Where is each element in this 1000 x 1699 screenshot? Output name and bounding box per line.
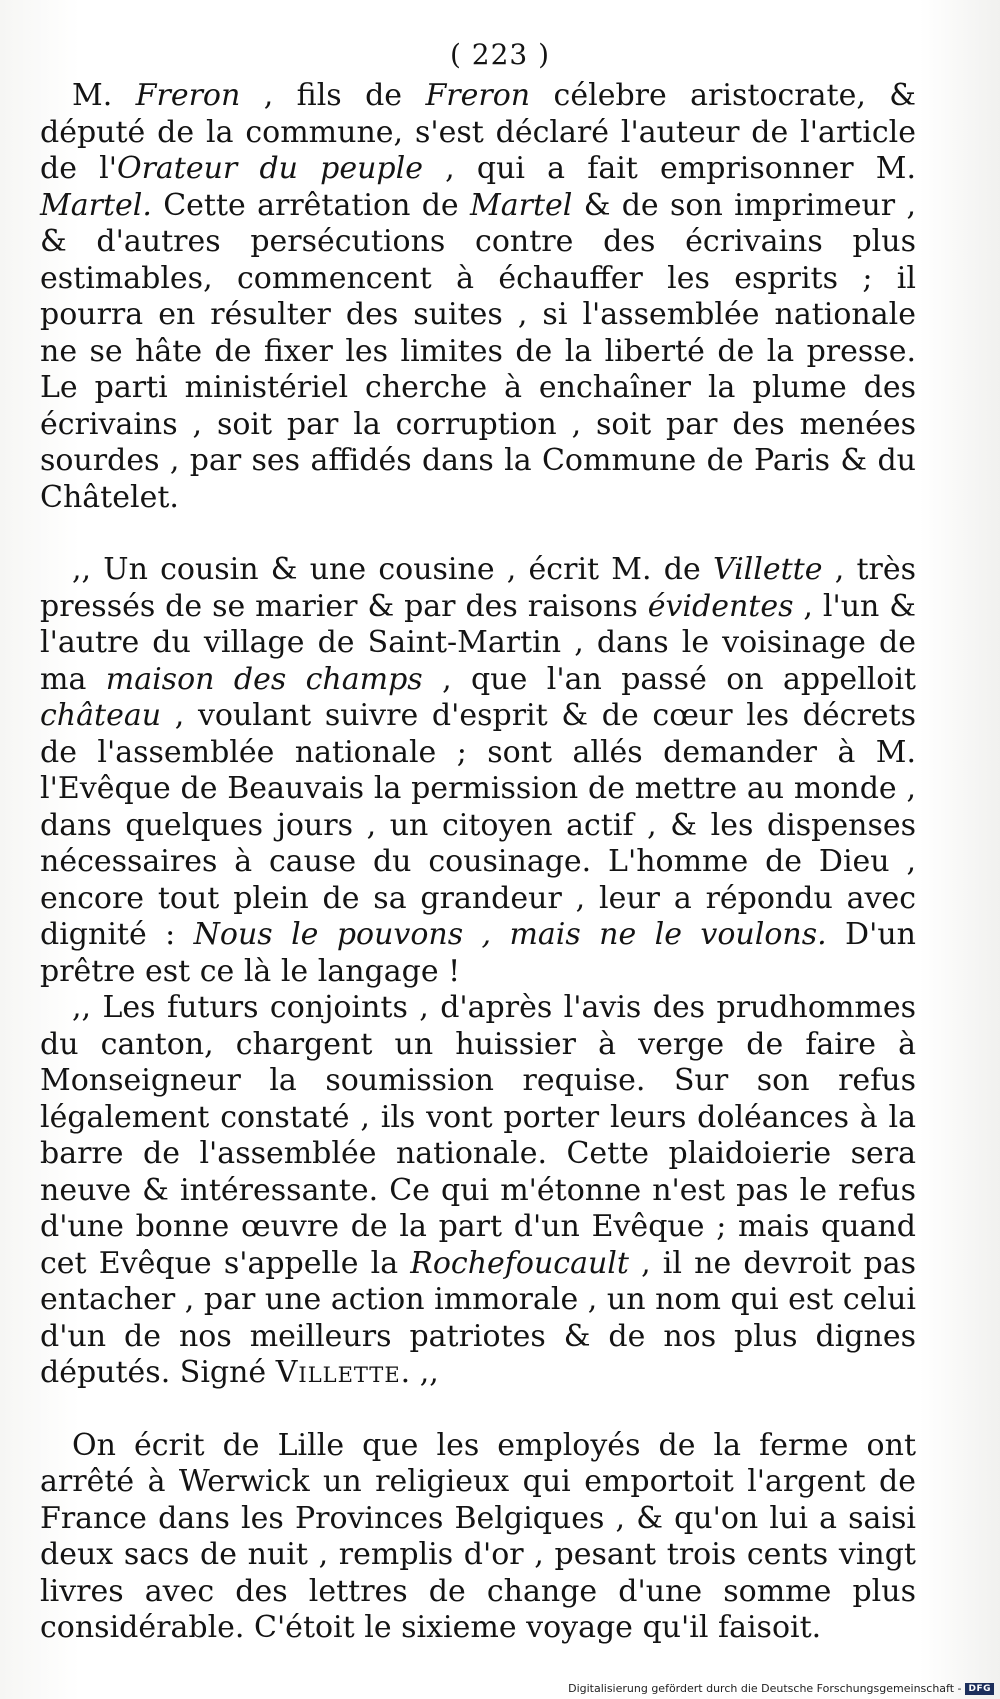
footer-text: Digitalisierung gefördert durch die Deutsche Forschungsgemeinschaft - [568, 1682, 962, 1695]
digitization-footer [568, 1682, 994, 1695]
text-run: , que l'an passé on appelloit [422, 661, 916, 697]
text-run: , très pressés de se marier & par des raisons [40, 552, 916, 624]
text-run: Cette arrêtation de [151, 187, 471, 223]
italic-run: Rochefoucault [410, 1245, 629, 1281]
paragraph-villette-continued [40, 990, 916, 1392]
text-run: , fils de [240, 78, 426, 113]
italic-run: Martel [470, 187, 573, 223]
italic-run: Villette [712, 552, 823, 587]
paragraph-freron [40, 78, 916, 516]
dfg-logo: DFG [965, 1683, 994, 1695]
text-run: On écrit de Lille que les employés de la ferme ont arrêté à Werwick un religieux qui emportoit l'argent de France dans les Provinces Belgiques , & qu'on lui a saisi deux sacs de nuit , remplis d'or , pesant trois cents vingt livres avec des lettres de change d'une somme plus considérable. C'étoit le sixieme voyage qu'il faisoit. [40, 1427, 916, 1645]
italic-run: Nous le pouvons , mais ne le voulons. [193, 917, 827, 952]
article-body [40, 78, 916, 1647]
italic-run: Orateur du peuple [116, 151, 423, 186]
text-run: ,, Un cousin & une cousine , écrit M. de [72, 552, 713, 587]
italic-run: maison des champs [105, 661, 423, 697]
signature-name: Villette [275, 1355, 401, 1390]
text-run: , voulant suivre d'esprit & de cœur les décrets de l'assemblée nationale ; sont allés demander à M. l'Evêque de Beauvais la permission de mettre au monde , dans quelques jours , un citoyen actif , & les dispenses nécessaires à cause du cousinage. L'homme de Dieu , encore tout plein de sa grandeur , leur a répondu avec dignité : [40, 698, 916, 952]
paragraph-villette-letter [40, 552, 916, 990]
text-run: célebre aristocrate, & député de la commune, s'est déclaré l'auteur de l'article de l' [40, 78, 916, 186]
text-run: . ,, [400, 1355, 439, 1390]
text-run: D'un prêtre est ce là le langage ! [40, 917, 916, 989]
page-number: ( 223 ) [449, 38, 551, 71]
text-run: ,, Les futurs conjoints , d'après l'avis des prudhommes du canton, chargent un huissier à verge de faire à Monseigneur la soumission requise. Sur son refus légalement constaté , ils vont porter leurs doléances à la barre de l'assemblée nationale. Cette plaidoierie sera neuve & intéressante. Ce qui m'étonne n'est pas le refus d'une bonne œuvre de la part d'un Evêque ; mais quand cet Evêque s'appelle la [40, 990, 916, 1281]
italic-run: Freron [135, 78, 241, 113]
italic-run: château [40, 698, 162, 733]
paragraph-lille [40, 1428, 916, 1647]
text-run: , qui a fait emprisonner M. [422, 151, 916, 186]
text-run: & de son imprimeur , & d'autres persécutions contre des écrivains plus estimables, commencent à échauffer les esprits ; il pourra en résulter des suites , si l'assemblée nationale ne se hâte de fixer les limites de la liberté de la presse. Le parti ministériel cherche à enchaîner la plume des écrivains , soit par la corruption , soit par des menées sourdes , par ses affidés dans la Commune de Paris & du Châtelet. [40, 187, 917, 515]
text-run: , l'un & l'autre du village de Saint-Martin , dans le voisinage de ma [40, 588, 916, 697]
italic-run: Freron [425, 78, 531, 113]
text-run: M. [72, 78, 136, 113]
text-run: , il ne devroit pas entacher , par une action immorale , un nom qui est celui d'un de nos meilleurs patriotes & de nos plus dignes députés. Signé [40, 1245, 916, 1390]
italic-run: Martel. [40, 187, 152, 223]
italic-run: évidentes [647, 588, 794, 624]
